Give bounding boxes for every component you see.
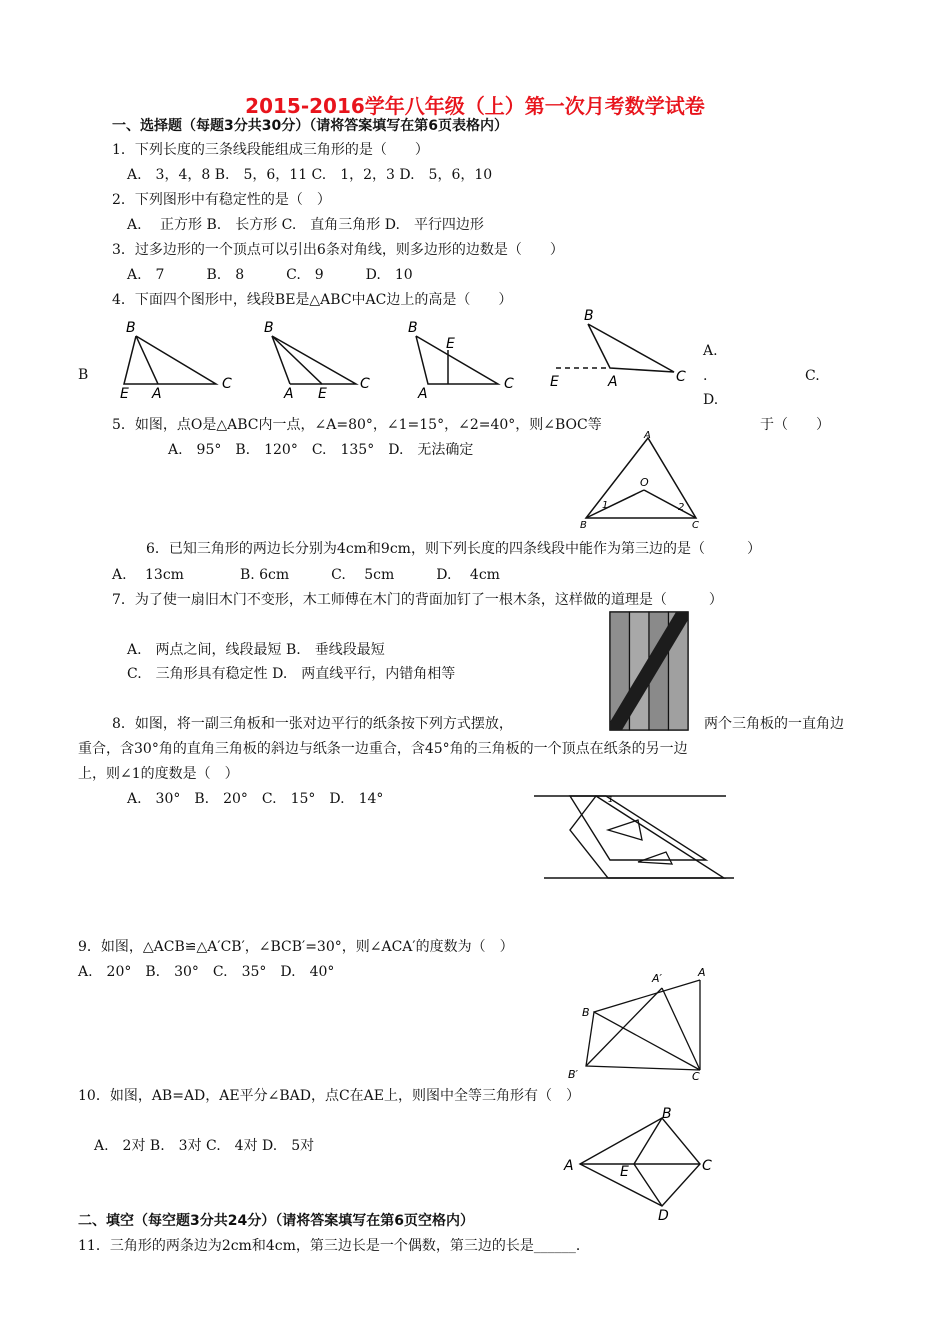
- q4-fig2-label-b: B: [264, 320, 274, 336]
- question-3-options: A. 7 B. 8 C. 9 D. 10: [127, 267, 413, 283]
- q5-label-o: O: [640, 476, 649, 489]
- question-7-options-2: C. 三角形具有稳定性 D. 两直线平行，内错角相等: [127, 666, 456, 682]
- question-5: 5．如图，点O是△ABC内一点，∠A=80°，∠1=15°，∠2=40°，则∠BOC等: [112, 417, 602, 433]
- question-7: 7．为了使一扇旧木门不变形，木工师傅在木门的背面加钉了一根木条，这样做的道理是（ ）: [112, 592, 723, 608]
- q4-fig3-label-b: B: [408, 320, 418, 336]
- q4-fig4-label-a: A: [608, 374, 618, 390]
- section-2-heading: 二、填空（每空题3分共24分）（请将答案填写在第6页空格内）: [78, 1213, 474, 1229]
- q4-fig1-label-e: E: [120, 386, 129, 402]
- q4-figure-3: [400, 318, 530, 400]
- question-6-options: A. 13cm B. 6cm C. 5cm D. 4cm: [112, 567, 500, 583]
- question-10: 10．如图，AB=AD，AE平分∠BAD，点C在AE上，则图中全等三角形有（ ）: [78, 1088, 581, 1104]
- q5-label-a: A: [644, 430, 651, 441]
- question-3: 3．过多边形的一个顶点可以引出6条对角线，则多边形的边数是（ ）: [112, 242, 564, 258]
- question-2: 2．下列图形中有稳定性的是（ ）: [112, 192, 331, 208]
- question-7-options-1: A. 两点之间，线段最短 B. 垂线段最短: [127, 642, 385, 658]
- q4-fig1-label-a: A: [152, 386, 162, 402]
- q10-figure: [562, 1102, 722, 1224]
- q4-fig4-label-e: E: [550, 374, 559, 390]
- q9-label-b-prime: B′: [568, 1068, 579, 1081]
- q4-fig3-label-e: E: [446, 336, 455, 352]
- q4-fig3-label-c: C: [504, 376, 514, 392]
- q9-figure: [566, 966, 716, 1082]
- q4-option-a-label: A.: [703, 343, 718, 359]
- q4-fig1-label-b: B: [126, 320, 136, 336]
- q5-label-b: B: [580, 520, 587, 531]
- question-5-options: A. 95° B. 120° C. 135° D. 无法确定: [168, 442, 474, 458]
- q10-label-c: C: [702, 1158, 712, 1174]
- q5-label-1: 1: [602, 500, 609, 511]
- q4-fig1-label-c: C: [222, 376, 232, 392]
- q4-fig2-label-a: A: [284, 386, 294, 402]
- question-8-line-3: 上，则∠1的度数是（ ）: [78, 766, 239, 782]
- q9-label-b: B: [582, 1006, 590, 1019]
- question-8-line-1-tail: 两个三角板的一直角边: [704, 716, 844, 732]
- q10-label-a: A: [564, 1158, 574, 1174]
- question-1-options: A. 3，4，8 B. 5，6，11 C. 1，2，3 D. 5，6，10: [127, 167, 493, 183]
- q8-figure: [534, 790, 734, 882]
- q8-angle-label: 1: [608, 795, 614, 804]
- q4-option-d-label: D.: [703, 392, 719, 408]
- q4-option-b-label: B: [78, 367, 89, 383]
- q4-option-c-label: C.: [805, 368, 820, 384]
- question-8-line-2: 重合，含30°角的直角三角板的斜边与纸条一边重合，含45°角的三角板的一个顶点在纸条的另一边: [78, 741, 688, 757]
- q4-figure-4: [544, 306, 694, 388]
- q4-figure-2: [256, 318, 386, 400]
- q4-fig2-label-e: E: [318, 386, 327, 402]
- q4-figure-1: [110, 318, 240, 400]
- question-8-options: A. 30° B. 20° C. 15° D. 14°: [127, 791, 384, 807]
- q10-label-e: E: [620, 1164, 629, 1180]
- q10-label-d: D: [658, 1208, 669, 1224]
- question-1: 1．下列长度的三条线段能组成三角形的是（ ）: [112, 142, 429, 158]
- q9-label-c: C: [692, 1070, 700, 1083]
- q4-fig2-label-c: C: [360, 376, 370, 392]
- q5-label-2: 2: [678, 502, 685, 513]
- exam-title: 2015-2016学年八年级（上）第一次月考数学试卷: [245, 94, 705, 118]
- q9-label-a-prime: A′: [652, 972, 663, 985]
- q4-fig4-label-b: B: [584, 308, 594, 324]
- q9-label-a: A: [698, 966, 706, 979]
- question-2-options: A. 正方形 B. 长方形 C. 直角三角形 D. 平行四边形: [127, 217, 484, 233]
- question-5-tail: 于（ ）: [760, 417, 830, 433]
- q4-option-dot: .: [703, 368, 708, 384]
- question-11: 11．三角形的两条边为2cm和4cm，第三边长是一个偶数，第三边的长是______．: [78, 1238, 590, 1254]
- q4-fig3-label-a: A: [418, 386, 428, 402]
- q5-figure: [578, 430, 708, 530]
- q7-door-figure: [610, 612, 688, 730]
- section-1-heading: 一、选择题（每题3分共30分）（请将答案填写在第6页表格内）: [112, 118, 508, 134]
- question-9: 9．如图，△ACB≌△A′CB′，∠BCB′=30°，则∠ACA′的度数为（ ）: [78, 939, 514, 955]
- question-8-line-1: 8．如图，将一副三角板和一张对边平行的纸条按下列方式摆放，: [112, 716, 513, 732]
- q10-label-b: B: [662, 1106, 672, 1122]
- q4-fig4-label-c: C: [676, 369, 686, 385]
- question-6: 6．已知三角形的两边长分别为4cm和9cm，则下列长度的四条线段中能作为第三边的是（ ）: [146, 541, 761, 557]
- q5-label-c: C: [692, 520, 699, 531]
- question-10-options: A. 2对 B. 3对 C. 4对 D. 5对: [94, 1138, 315, 1154]
- question-9-options: A. 20° B. 30° C. 35° D. 40°: [78, 964, 335, 980]
- question-4: 4．下面四个图形中，线段BE是△ABC中AC边上的高是（ ）: [112, 292, 513, 308]
